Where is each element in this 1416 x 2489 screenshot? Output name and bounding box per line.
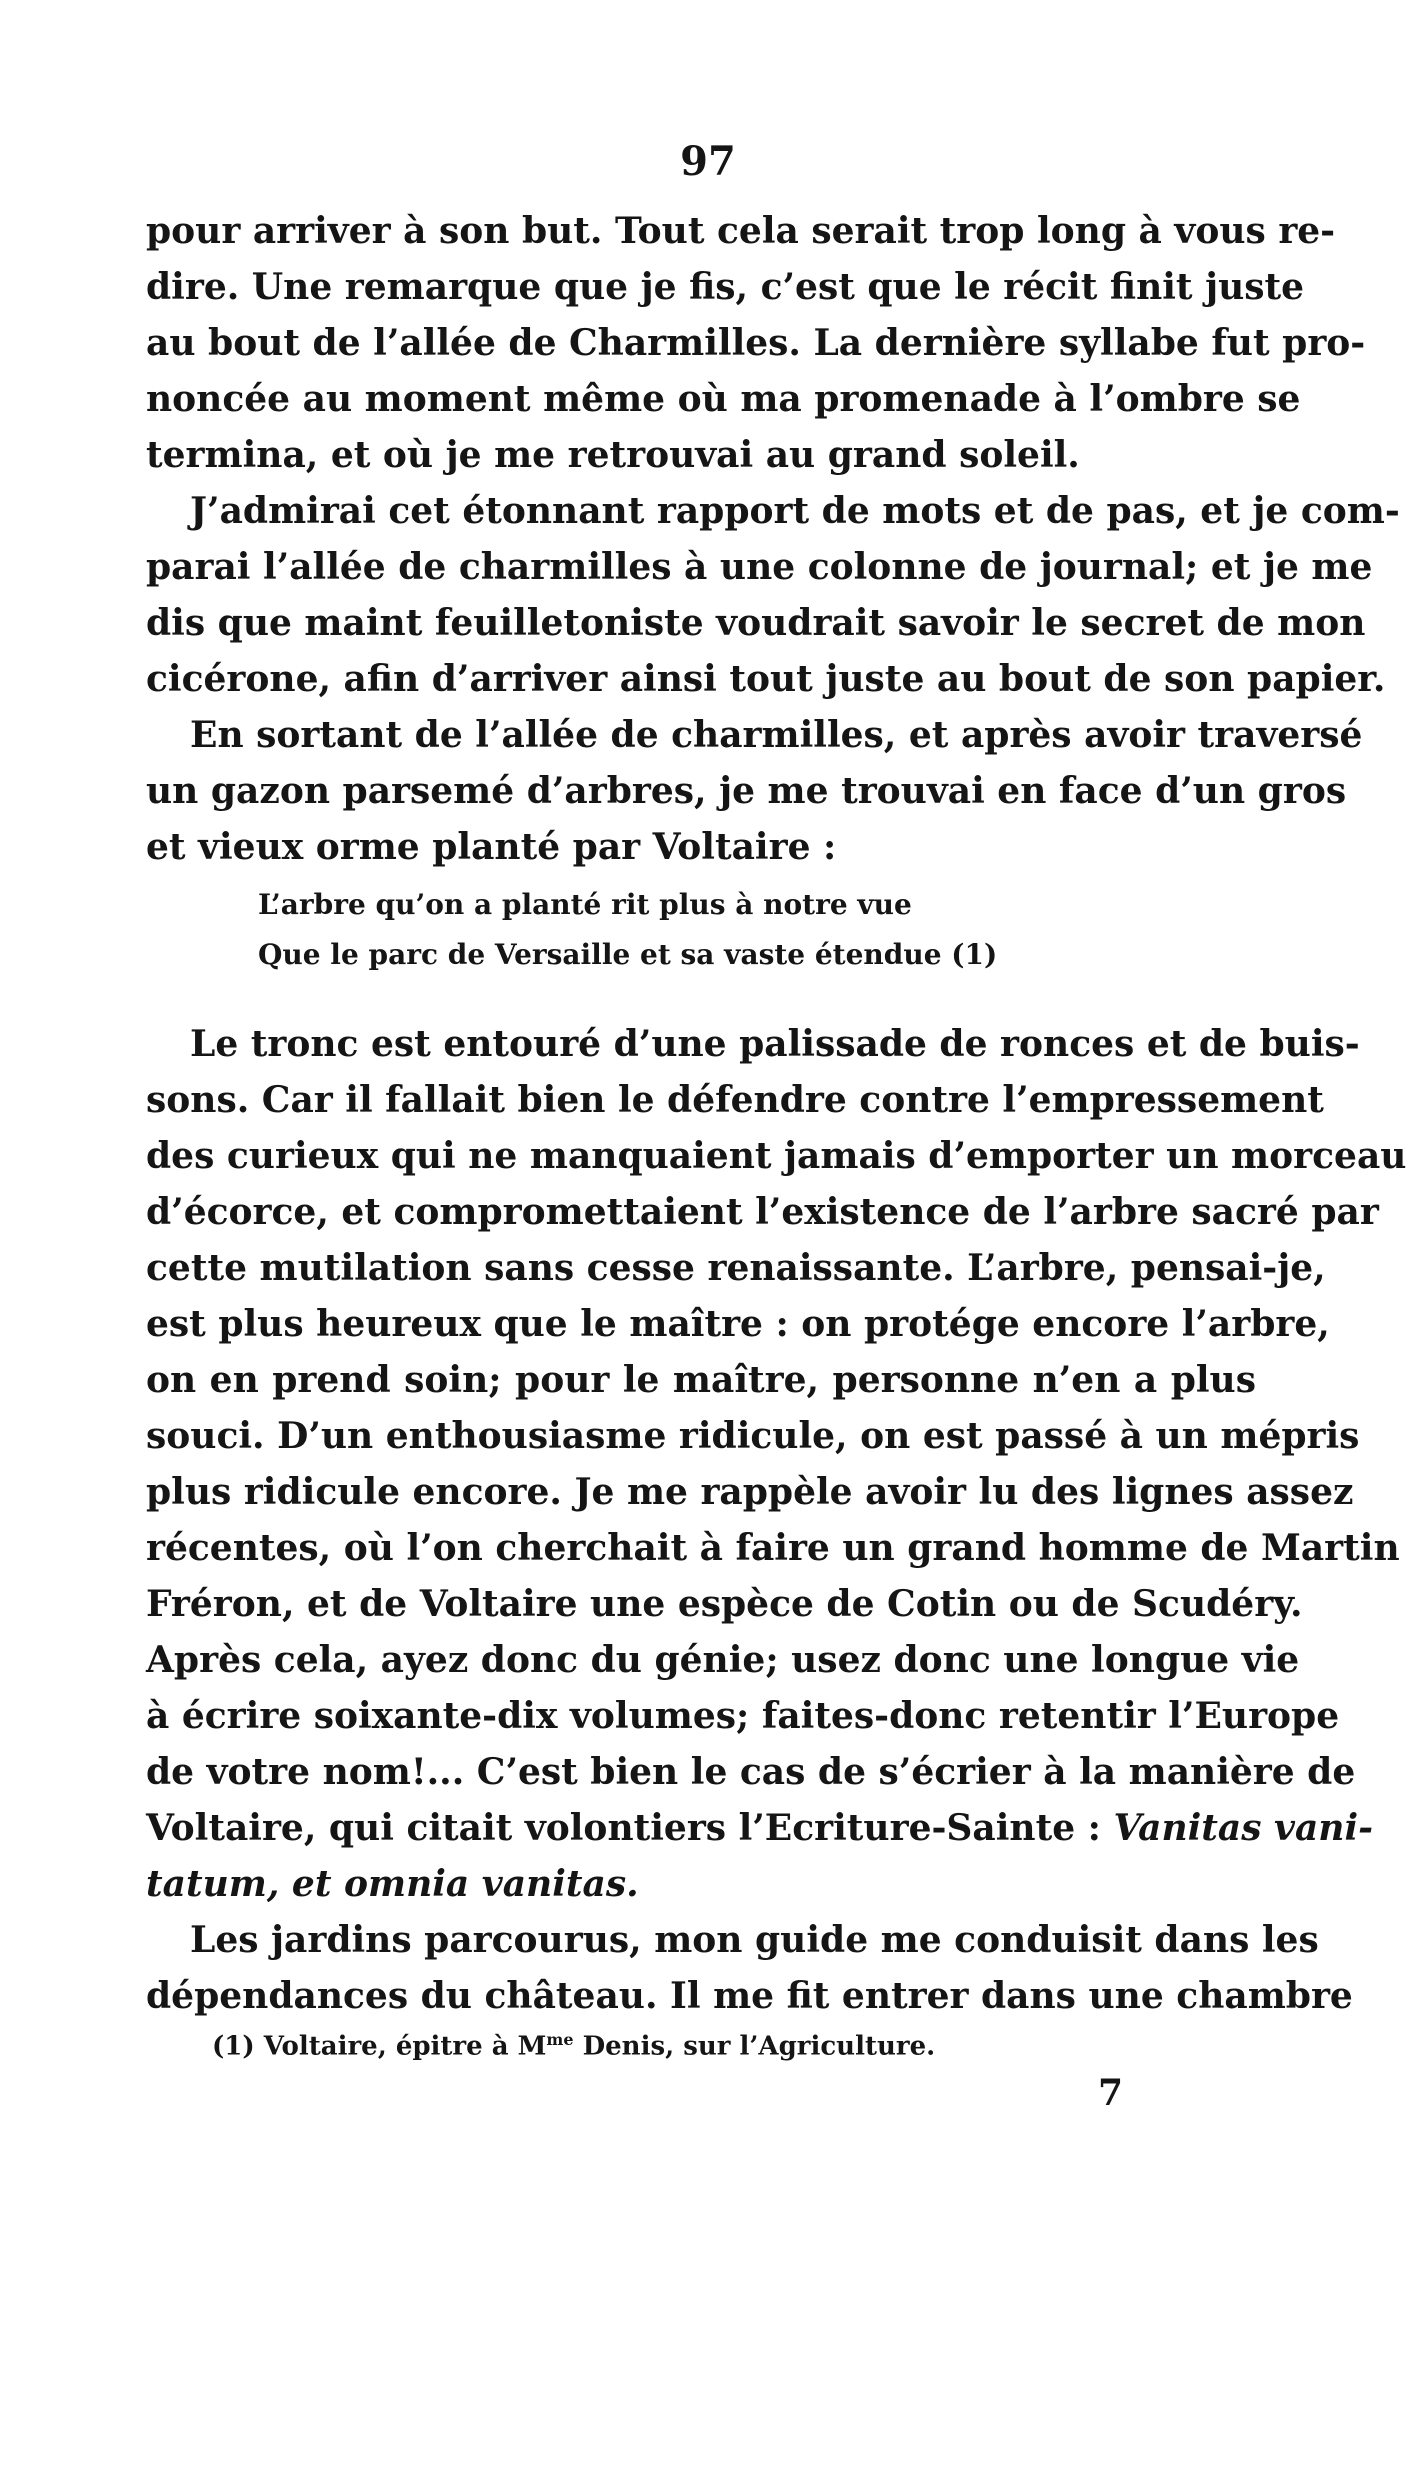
text-line: En sortant de l’allée de charmilles, et après avoir traversé bbox=[190, 714, 1363, 756]
footnote-superscript: me bbox=[546, 2030, 574, 2049]
paragraph-block-1 bbox=[146, 203, 1400, 875]
text-line: et vieux orme planté par Voltaire : bbox=[146, 826, 837, 868]
text-line: souci. D’un enthousiasme ridicule, on est passé à un mépris bbox=[146, 1415, 1360, 1457]
text-line: termina, et où je me retrouvai au grand soleil. bbox=[146, 434, 1080, 476]
text-line: à écrire soixante-dix volumes; faites-donc retentir l’Europe bbox=[146, 1695, 1340, 1737]
text-line: dépendances du château. Il me fit entrer dans une chambre bbox=[146, 1975, 1353, 2017]
text-line: sons. Car il fallait bien le défendre contre l’empressement bbox=[146, 1079, 1324, 1121]
footnote-text: Denis, sur l’Agriculture. bbox=[573, 2031, 936, 2062]
text-line: est plus heureux que le maître : on protége encore l’arbre, bbox=[146, 1303, 1330, 1345]
text-line: on en prend soin; pour le maître, personne n’en a plus bbox=[146, 1359, 1256, 1401]
italic-quote: tatum, et omnia vanitas. bbox=[146, 1863, 639, 1905]
text-line: au bout de l’allée de Charmilles. La dernière syllabe fut pro- bbox=[146, 322, 1366, 364]
text-line: J’admirai cet étonnant rapport de mots et de pas, et je com- bbox=[190, 490, 1400, 532]
page-number: 97 bbox=[680, 138, 736, 185]
text-line: des curieux qui ne manquaient jamais d’emporter un morceau bbox=[146, 1135, 1407, 1177]
text-line-with-italic bbox=[146, 1800, 1374, 1856]
text-line: pour arriver à son but. Tout cela serait trop long à vous re- bbox=[146, 210, 1336, 252]
footnote-text: (1) Voltaire, épitre à M bbox=[212, 2031, 547, 2062]
text-line: Après cela, ayez donc du génie; usez donc une longue vie bbox=[146, 1639, 1300, 1681]
text-segment: Voltaire, qui citait volontiers l’Ecriture-Sainte : bbox=[146, 1807, 1101, 1849]
text-line: dire. Une remarque que je fis, c’est que le récit finit juste bbox=[146, 266, 1305, 308]
text-line: parai l’allée de charmilles à une colonne de journal; et je me bbox=[146, 546, 1373, 588]
text-line: cette mutilation sans cesse renaissante. L’arbre, pensai-je, bbox=[146, 1247, 1326, 1289]
text-line-italic bbox=[146, 1856, 1256, 1912]
text-line: de votre nom!... C’est bien le cas de s’écrier à la manière de bbox=[146, 1751, 1356, 1793]
verse-line: Que le parc de Versaille et sa vaste étendue (1) bbox=[258, 938, 998, 971]
signature-mark: 7 bbox=[1098, 2072, 1124, 2114]
text-line: cicérone, afin d’arriver ainsi tout juste au bout de son papier. bbox=[146, 658, 1386, 700]
text-line: Les jardins parcourus, mon guide me conduisit dans les bbox=[190, 1919, 1319, 1961]
text-line: Fréron, et de Voltaire une espèce de Cotin ou de Scudéry. bbox=[146, 1583, 1303, 1625]
text-line: Le tronc est entouré d’une palissade de ronces et de buis- bbox=[190, 1023, 1360, 1065]
text-line: récentes, où l’on cherchait à faire un grand homme de Martin bbox=[146, 1527, 1400, 1569]
paragraph-block-2 bbox=[146, 1016, 1407, 2024]
text-line: noncée au moment même où ma promenade à l’ombre se bbox=[146, 378, 1301, 420]
text-line: d’écorce, et compromettaient l’existence de l’arbre sacré par bbox=[146, 1191, 1379, 1233]
italic-quote: Vanitas vani- bbox=[1113, 1807, 1374, 1849]
verse-line: L’arbre qu’on a planté rit plus à notre vue bbox=[258, 888, 912, 921]
verse-quotation bbox=[258, 880, 1158, 980]
footnote bbox=[212, 2030, 935, 2062]
text-line: dis que maint feuilletoniste voudrait savoir le secret de mon bbox=[146, 602, 1366, 644]
text-line: un gazon parsemé d’arbres, je me trouvai en face d’un gros bbox=[146, 770, 1347, 812]
text-line: plus ridicule encore. Je me rappèle avoir lu des lignes assez bbox=[146, 1471, 1354, 1513]
